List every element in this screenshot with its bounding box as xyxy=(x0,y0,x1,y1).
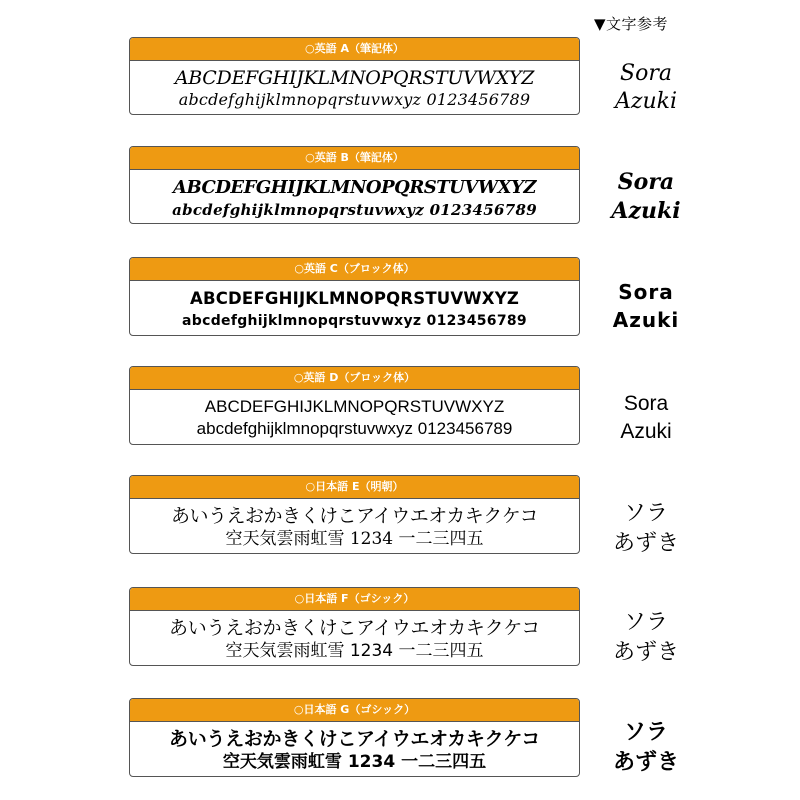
font-sample-title: ○英語 B（筆記体） xyxy=(130,147,579,170)
reference-sample-a xyxy=(586,60,706,116)
sample-lowercase-digits-line: abcdefghijklmnopqrstuvwxyz 0123456789 xyxy=(182,313,527,329)
reference-sample-d xyxy=(586,390,706,446)
font-sample-card-f xyxy=(129,587,580,666)
reference-word-2: あずき xyxy=(612,640,679,665)
sample-kana-line: あいうえおかきくけこアイウエオカキクケコ xyxy=(169,617,540,639)
font-sample-card-c xyxy=(129,257,580,336)
font-sample-title: ○英語 C（ブロック体） xyxy=(130,258,579,281)
font-sample-card-e xyxy=(129,475,580,554)
reference-word-2: あずき xyxy=(612,531,679,556)
reference-word-1: ソラ xyxy=(623,610,668,635)
font-sample-card-a xyxy=(129,37,580,115)
sample-lowercase-digits-line: abcdefghijklmnopqrstuvwxyz 0123456789 xyxy=(172,201,537,219)
sample-lowercase-digits-line: abcdefghijklmnopqrstuvwxyz 0123456789 xyxy=(196,419,513,438)
sample-kana-line: あいうえおかきくけこアイウエオカキクケコ xyxy=(169,728,540,750)
sample-uppercase-line: ABCDEFGHIJKLMNOPQRSTUVWXYZ xyxy=(172,177,537,198)
reference-word-1: ソラ xyxy=(623,720,668,745)
font-sample-body xyxy=(130,611,579,663)
font-sample-body xyxy=(130,170,579,221)
sample-uppercase-line: ABCDEFGHIJKLMNOPQRSTUVWXYZ xyxy=(174,67,535,89)
font-sample-card-b xyxy=(129,146,580,224)
reference-word-1: Sora xyxy=(618,280,674,304)
reference-word-2: Azuki xyxy=(611,198,681,224)
sample-uppercase-line: ABCDEFGHIJKLMNOPQRSTUVWXYZ xyxy=(189,289,520,308)
reference-word-1: Sora xyxy=(617,169,675,195)
reference-sample-g xyxy=(586,718,706,778)
font-sample-title: ○日本語 E（明朝） xyxy=(130,476,579,499)
font-sample-body xyxy=(130,390,579,440)
font-sample-card-g xyxy=(129,698,580,777)
sample-lowercase-digits-line: abcdefghijklmnopqrstuvwxyz 0123456789 xyxy=(178,90,531,109)
reference-word-2: Azuki xyxy=(614,89,677,114)
reference-header: ▼文字参考 xyxy=(594,15,669,33)
sample-kanji-digits-line: 空天気雲雨虹雪 1234 一二三四五 xyxy=(222,752,487,772)
font-sample-title: ○英語 D（ブロック体） xyxy=(130,367,579,390)
font-sample-title: ○日本語 F（ゴシック） xyxy=(130,588,579,611)
reference-sample-b xyxy=(586,168,706,226)
reference-word-1: Sora xyxy=(623,392,669,415)
reference-sample-f xyxy=(586,608,706,668)
font-sample-body xyxy=(130,61,579,111)
font-sample-title: ○英語 A（筆記体） xyxy=(130,38,579,61)
reference-word-1: ソラ xyxy=(623,501,668,526)
font-sample-body xyxy=(130,281,579,332)
font-sample-card-d xyxy=(129,366,580,445)
reference-sample-e xyxy=(586,499,706,559)
sample-kanji-digits-line: 空天気雲雨虹雪 1234 一二三四五 xyxy=(225,641,484,661)
reference-word-2: Azuki xyxy=(620,420,672,443)
font-sample-body xyxy=(130,722,579,774)
font-sample-body xyxy=(130,499,579,551)
reference-word-2: Azuki xyxy=(612,308,680,332)
font-sample-title: ○日本語 G（ゴシック） xyxy=(130,699,579,722)
reference-sample-c xyxy=(586,278,706,334)
sample-kana-line: あいうえおかきくけこアイウエオカキクケコ xyxy=(171,505,538,527)
sample-uppercase-line: ABCDEFGHIJKLMNOPQRSTUVWXYZ xyxy=(204,397,505,416)
sample-kanji-digits-line: 空天気雲雨虹雪 1234 一二三四五 xyxy=(225,529,484,549)
reference-word-1: Sora xyxy=(620,61,672,86)
reference-word-2: あずき xyxy=(612,750,679,775)
